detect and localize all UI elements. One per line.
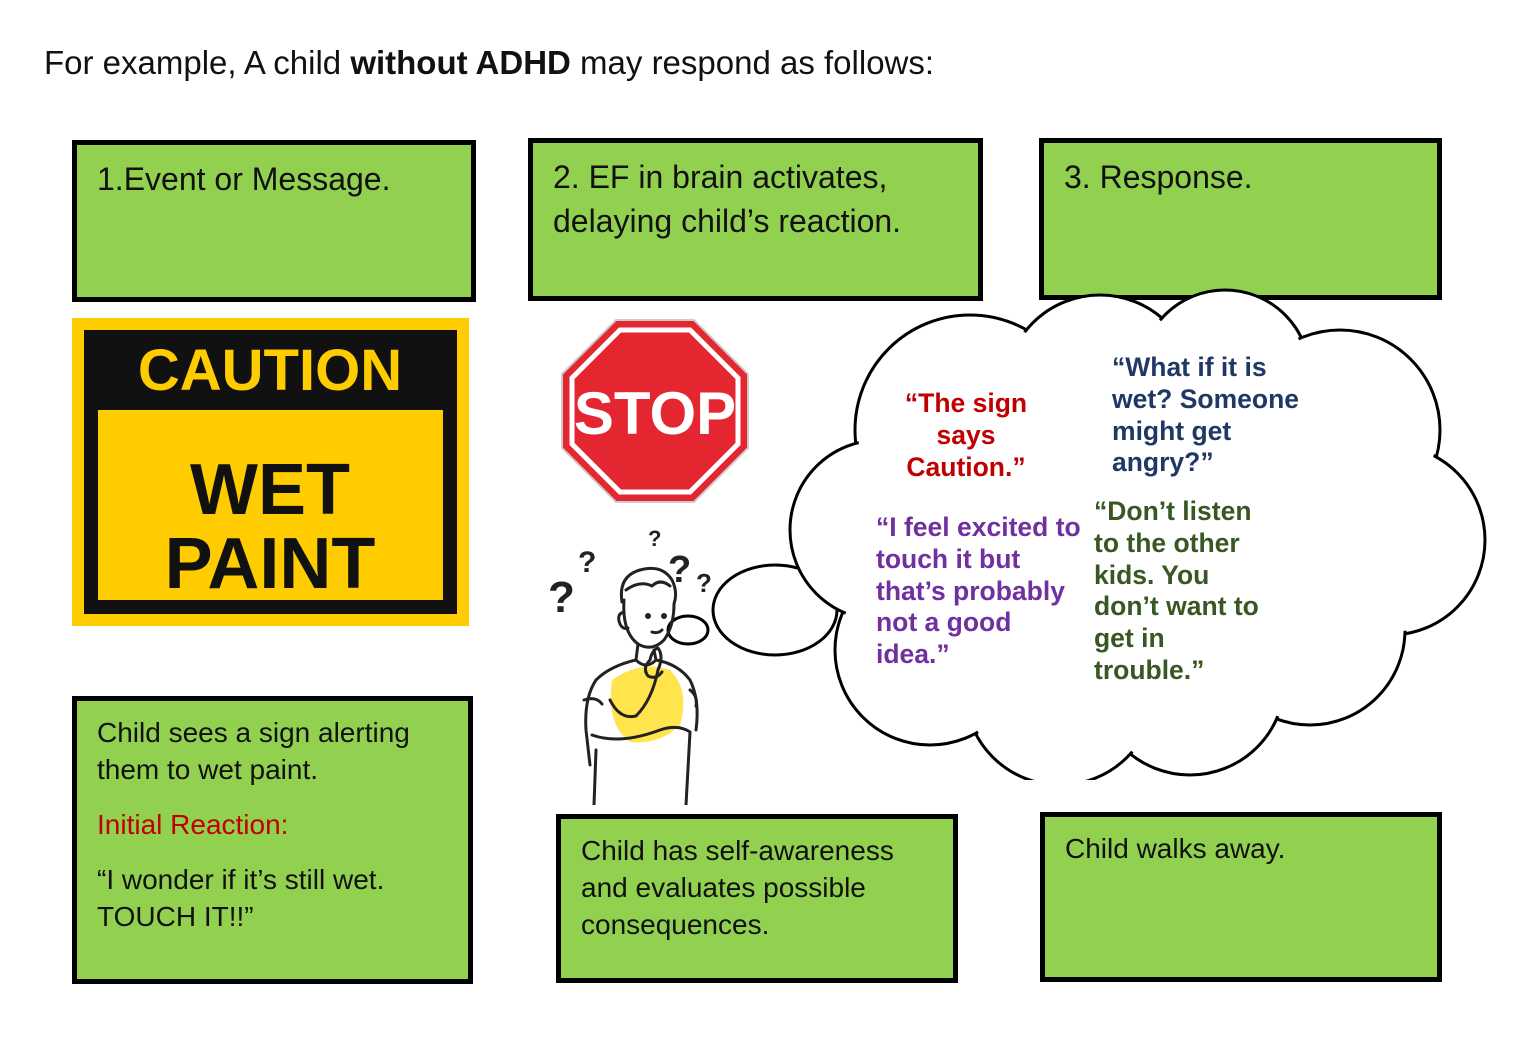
step-box-event	[72, 140, 476, 302]
stop-text: STOP	[573, 380, 737, 447]
step-label-event: 1.Event or Message.	[97, 161, 391, 197]
step-box-response	[1039, 138, 1442, 300]
step-box-ef	[528, 138, 983, 301]
thought-feel-excited: “I feel excited to touch it but that’s probably not a good idea.”	[876, 512, 1081, 670]
paint-text: PAINT	[164, 524, 376, 604]
ef-description: Child has self-awareness and evaluates possible consequences.	[581, 835, 894, 940]
heading-prefix: For example, A child	[44, 44, 351, 81]
question-mark-icon: ?	[648, 526, 662, 551]
initial-reaction-label: Initial Reaction:	[97, 808, 289, 840]
response-description-box	[1040, 812, 1442, 982]
thinking-child-illustration	[540, 520, 730, 805]
heading-suffix: may respond as follows:	[570, 44, 935, 81]
initial-reaction-text: “I wonder if it’s still wet. TOUCH IT!!”	[97, 863, 385, 932]
thought-what-if: “What if it is wet? Someone might get angry?”	[1112, 352, 1300, 478]
question-mark-icon: ?	[578, 546, 597, 579]
wet-text: WET	[190, 450, 350, 530]
thought-sign-says: “The sign says Caution.”	[904, 388, 1028, 482]
question-mark-icon: ?	[668, 549, 692, 591]
event-description: Child sees a sign alerting them to wet paint.	[97, 717, 410, 785]
page-heading	[44, 44, 934, 82]
ef-description-box	[556, 814, 958, 983]
question-mark-icon: ?	[548, 573, 575, 622]
step-label-ef: 2. EF in brain activates, delaying child’s reaction.	[553, 159, 902, 240]
heading-bold: without ADHD	[350, 44, 571, 81]
step-label-response: 3. Response.	[1064, 159, 1253, 195]
thought-dont-listen: “Don’t listen to the other kids. You don’t want to get in trouble.”	[1094, 496, 1259, 685]
caution-text: CAUTION	[137, 338, 403, 403]
event-description-box	[72, 696, 473, 984]
caution-wet-paint-sign	[72, 318, 469, 626]
response-description: Child walks away.	[1065, 833, 1286, 864]
question-mark-icon: ?	[696, 568, 712, 598]
